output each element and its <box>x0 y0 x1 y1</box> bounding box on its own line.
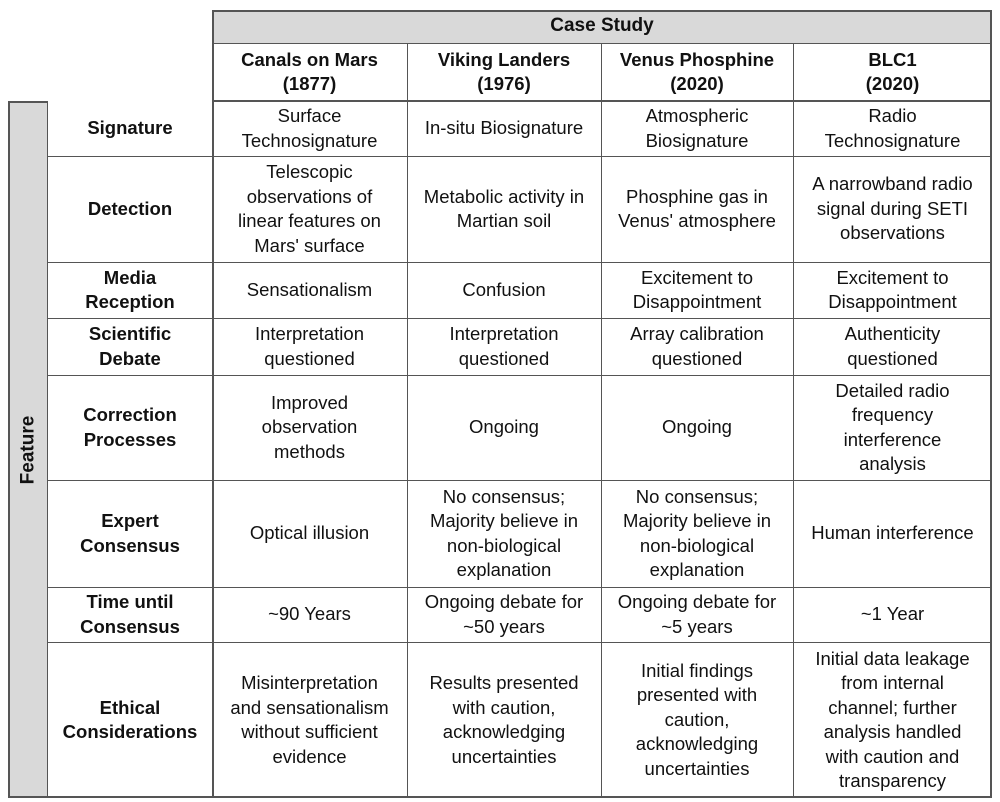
text-line: analysis <box>859 453 926 474</box>
text-line: questioned <box>458 347 550 369</box>
text-line: Majority believe in <box>622 510 772 531</box>
table-cell-r4-c2-text <box>449 322 558 371</box>
grid-horizontal-line <box>212 43 992 44</box>
text-line: acknowledging <box>442 721 566 742</box>
table-cell-r5-c2 <box>407 375 601 480</box>
text-line: Interpretation <box>449 323 559 344</box>
text-line: Expert <box>101 510 159 531</box>
text-line: Authenticity <box>844 323 941 344</box>
super-header-text: Case Study <box>550 15 654 37</box>
text-line: Detailed radio <box>835 379 950 401</box>
table-cell-r8-c1-text <box>230 671 388 769</box>
table-cell-r8-c3-text <box>636 659 758 782</box>
feature-label-row-7 <box>48 587 212 642</box>
text-line: non-biological <box>446 534 562 556</box>
text-line: BLC1 <box>868 48 917 70</box>
text-line: (2020) <box>865 73 920 94</box>
text-line: A narrowband radio <box>812 173 973 195</box>
feature-label-row-1-text <box>87 116 172 141</box>
table-cell-r6-c1 <box>212 480 407 587</box>
table-cell-r5-c3 <box>601 375 793 480</box>
feature-label-row-3-text <box>85 266 174 315</box>
super-header-case-study <box>212 10 992 43</box>
table-cell-r7-c3 <box>601 587 793 642</box>
table-cell-r6-c1-text <box>250 521 369 546</box>
text-line: Atmospheric <box>645 105 749 126</box>
table-cell-r2-c2 <box>407 156 601 262</box>
table-cell-r8-c4-text <box>815 647 969 794</box>
text-line: Martian soil <box>456 210 552 231</box>
text-line: Surface <box>277 105 342 126</box>
table-cell-r1-c4 <box>793 101 992 156</box>
column-header-3 <box>601 43 793 101</box>
text-line: non-biological <box>639 534 755 556</box>
feature-label-row-5-text <box>83 403 177 452</box>
text-line: Detection <box>87 197 173 219</box>
table-cell-r3-c2-text <box>462 278 545 303</box>
grid-vertical-line <box>407 43 408 798</box>
grid-horizontal-line <box>48 375 992 376</box>
table-cell-r7-c2 <box>407 587 601 642</box>
text-line: Viking Landers <box>437 48 571 70</box>
grid-horizontal-line <box>48 587 992 588</box>
text-line: linear features on <box>238 210 381 231</box>
text-line: Initial data leakage <box>815 647 970 669</box>
grid-horizontal-line <box>8 101 48 103</box>
feature-label-row-6-text <box>80 509 180 558</box>
table-cell-r5-c1 <box>212 375 407 480</box>
grid-vertical-line <box>990 10 992 798</box>
text-line: frequency <box>851 404 934 425</box>
text-line: Signature <box>87 117 173 139</box>
text-line: observation <box>261 416 358 438</box>
grid-vertical-line <box>601 43 602 798</box>
text-line: (2020) <box>670 73 724 94</box>
text-line: Ongoing <box>469 416 539 438</box>
table-cell-r3-c4-text <box>828 266 957 315</box>
text-line: Telescopic <box>266 161 353 182</box>
text-line: from internal <box>841 672 944 693</box>
feature-label-row-2 <box>48 156 212 262</box>
table-cell-r6-c4-text <box>811 521 973 546</box>
text-line: Disappointment <box>632 291 762 312</box>
grid-horizontal-line <box>48 156 992 157</box>
grid-vertical-line <box>47 101 48 798</box>
table-cell-r5-c2-text <box>469 415 539 440</box>
table-cell-r1-c2-text <box>425 116 583 141</box>
table-cell-r2-c3 <box>601 156 793 262</box>
grid-horizontal-line <box>48 318 992 319</box>
text-line: caution, <box>664 708 730 730</box>
grid-horizontal-line <box>48 480 992 481</box>
column-header-4 <box>793 43 992 101</box>
table-cell-r2-c3-text <box>618 185 776 234</box>
text-line: Human interference <box>811 522 974 544</box>
table-cell-r1-c1-text <box>242 104 378 153</box>
text-line: evidence <box>272 745 347 767</box>
text-line: Reception <box>85 291 175 312</box>
table-cell-r4-c3 <box>601 318 793 375</box>
feature-label-row-7-text <box>80 590 180 639</box>
feature-label-row-8-text <box>63 696 198 745</box>
text-line: explanation <box>649 559 745 580</box>
text-line: Debate <box>99 347 161 369</box>
text-line: uncertainties <box>644 757 750 779</box>
text-line: In-situ Biosignature <box>424 117 584 139</box>
text-line: Optical illusion <box>249 522 370 544</box>
table-cell-r7-c4 <box>793 587 992 642</box>
table-cell-r4-c4 <box>793 318 992 375</box>
text-line: explanation <box>456 559 552 580</box>
table-cell-r5-c4 <box>793 375 992 480</box>
feature-label-row-6 <box>48 480 212 587</box>
text-line: Venus Phosphine <box>619 48 775 70</box>
text-line: Majority believe in <box>429 510 579 531</box>
text-line: Radio <box>868 105 917 126</box>
column-header-2 <box>407 43 601 101</box>
table-cell-r7-c4-text <box>861 602 924 627</box>
feature-label-row-1 <box>48 101 212 156</box>
text-line: Initial findings <box>640 659 754 681</box>
table-cell-r6-c2-text <box>430 485 578 583</box>
side-label-feature <box>8 102 48 798</box>
column-header-1 <box>212 43 407 101</box>
text-line: Confusion <box>462 278 546 300</box>
table-cell-r2-c4 <box>793 156 992 262</box>
text-line: Scientific <box>88 323 172 344</box>
table-cell-r7-c2-text <box>425 590 583 639</box>
table-cell-r1-c1 <box>212 101 407 156</box>
text-line: with caution and <box>825 745 960 767</box>
text-line: Ethical <box>99 696 161 718</box>
text-line: acknowledging <box>635 733 759 755</box>
text-line: Disappointment <box>828 291 957 312</box>
text-line: Canals on Mars <box>241 48 378 70</box>
column-header-1-text <box>241 48 378 97</box>
text-line: observations <box>840 222 945 244</box>
text-line: questioned <box>264 347 355 369</box>
feature-label-row-2-text <box>88 197 172 222</box>
column-header-2-text <box>438 48 570 97</box>
table-cell-r5-c3-text <box>662 415 732 440</box>
grid-vertical-line <box>212 10 214 798</box>
feature-label-row-4 <box>48 318 212 375</box>
text-line: Array calibration <box>630 323 764 344</box>
feature-label-row-5 <box>48 375 212 480</box>
text-line: Phosphine gas in <box>626 185 768 207</box>
grid-horizontal-line <box>48 642 992 643</box>
table-cell-r2-c1 <box>212 156 407 262</box>
grid-horizontal-line <box>212 10 992 12</box>
text-line: Ongoing <box>662 416 732 438</box>
text-line: channel; further <box>828 696 957 718</box>
table-cell-r3-c1-text <box>247 278 372 303</box>
grid-horizontal-line <box>48 796 992 798</box>
text-line: Misinterpretation <box>241 672 378 693</box>
table-cell-r8-c2-text <box>429 671 578 769</box>
table-cell-r4-c1 <box>212 318 407 375</box>
table-cell-r5-c1-text <box>262 391 358 465</box>
table-cell-r7-c3-text <box>618 590 776 639</box>
text-line: signal during SETI <box>816 197 969 219</box>
text-line: without sufficient <box>241 721 378 742</box>
text-line: transparency <box>839 770 946 791</box>
table-cell-r1-c3-text <box>646 104 749 153</box>
text-line: Ongoing debate for <box>617 591 777 612</box>
text-line: Venus' atmosphere <box>618 210 776 231</box>
column-header-3-text <box>620 48 774 97</box>
text-line: Metabolic activity in <box>423 185 585 207</box>
text-line: interference <box>843 428 942 450</box>
table-cell-r4-c1-text <box>255 322 364 371</box>
text-line: ~5 years <box>661 615 733 637</box>
text-line: and sensationalism <box>230 696 389 718</box>
text-line: ~50 years <box>463 615 545 637</box>
grid-horizontal-line <box>48 262 992 263</box>
feature-label-row-4-text <box>89 322 171 371</box>
table-cell-r2-c1-text <box>238 160 381 258</box>
text-line: Correction <box>83 404 177 425</box>
table-cell-r1-c2 <box>407 101 601 156</box>
table-cell-r4-c4-text <box>845 322 941 371</box>
text-line: (1877) <box>282 73 337 94</box>
text-line: Considerations <box>62 721 198 742</box>
table-cell-r7-c1 <box>212 587 407 642</box>
text-line: Improved <box>270 391 349 413</box>
table-cell-r6-c3 <box>601 480 793 587</box>
table-cell-r3-c3 <box>601 262 793 318</box>
table-cell-r1-c3 <box>601 101 793 156</box>
table-cell-r4-c2 <box>407 318 601 375</box>
text-line: Biosignature <box>645 129 749 151</box>
text-line: ~90 Years <box>268 603 351 625</box>
text-line: methods <box>274 440 345 462</box>
text-line: uncertainties <box>451 745 557 767</box>
table-cell-r3-c3-text <box>633 266 762 315</box>
text-line: Excitement to <box>640 266 754 288</box>
table-cell-r8-c4 <box>793 642 992 798</box>
text-line: Results presented <box>429 672 579 693</box>
table-cell-r4-c3-text <box>630 322 764 371</box>
table-cell-r3-c4 <box>793 262 992 318</box>
table-cell-r6-c2 <box>407 480 601 587</box>
table-cell-r8-c1 <box>212 642 407 798</box>
text-line: Processes <box>83 428 177 450</box>
text-line: No consensus; <box>635 485 759 507</box>
table-cell-r1-c4-text <box>825 104 961 153</box>
text-line: ~1 Year <box>860 603 925 625</box>
text-line: analysis handled <box>823 721 962 742</box>
text-line: Interpretation <box>254 323 364 344</box>
text-line: with caution, <box>452 696 556 718</box>
table-cell-r2-c2-text <box>424 185 584 234</box>
table-cell-r6-c4 <box>793 480 992 587</box>
text-line: questioned <box>847 347 938 369</box>
text-line: Consensus <box>80 615 180 637</box>
grid-vertical-line <box>8 101 10 798</box>
grid-horizontal-line <box>212 100 992 102</box>
table-cell-r5-c4-text <box>835 379 949 477</box>
feature-label-row-8 <box>48 642 212 798</box>
text-line: questioned <box>651 347 743 369</box>
grid-horizontal-line <box>8 796 48 798</box>
text-line: Ongoing debate for <box>424 591 584 612</box>
text-line: Sensationalism <box>246 278 373 300</box>
table-cell-r7-c1-text <box>268 602 351 627</box>
table-cell-r6-c3-text <box>623 485 771 583</box>
table-cell-r3-c2 <box>407 262 601 318</box>
text-line: (1976) <box>477 73 531 94</box>
text-line: Technosignature <box>824 129 961 151</box>
text-line: Excitement to <box>836 266 949 288</box>
text-line: Technosignature <box>241 129 378 151</box>
text-line: Time until <box>86 591 174 612</box>
side-label-text: Feature <box>17 415 39 485</box>
text-line: presented with <box>636 684 758 706</box>
text-line: observations of <box>246 185 373 207</box>
text-line: Media <box>103 266 157 288</box>
table-cell-r8-c2 <box>407 642 601 798</box>
text-line: Mars' surface <box>254 234 365 256</box>
grid-vertical-line <box>793 43 794 798</box>
text-line: Consensus <box>80 534 180 556</box>
text-line: No consensus; <box>442 485 566 507</box>
table-cell-r2-c4-text <box>812 172 972 246</box>
feature-label-row-3 <box>48 262 212 318</box>
table-cell-r3-c1 <box>212 262 407 318</box>
column-header-4-text <box>866 48 919 97</box>
table-cell-r8-c3 <box>601 642 793 798</box>
